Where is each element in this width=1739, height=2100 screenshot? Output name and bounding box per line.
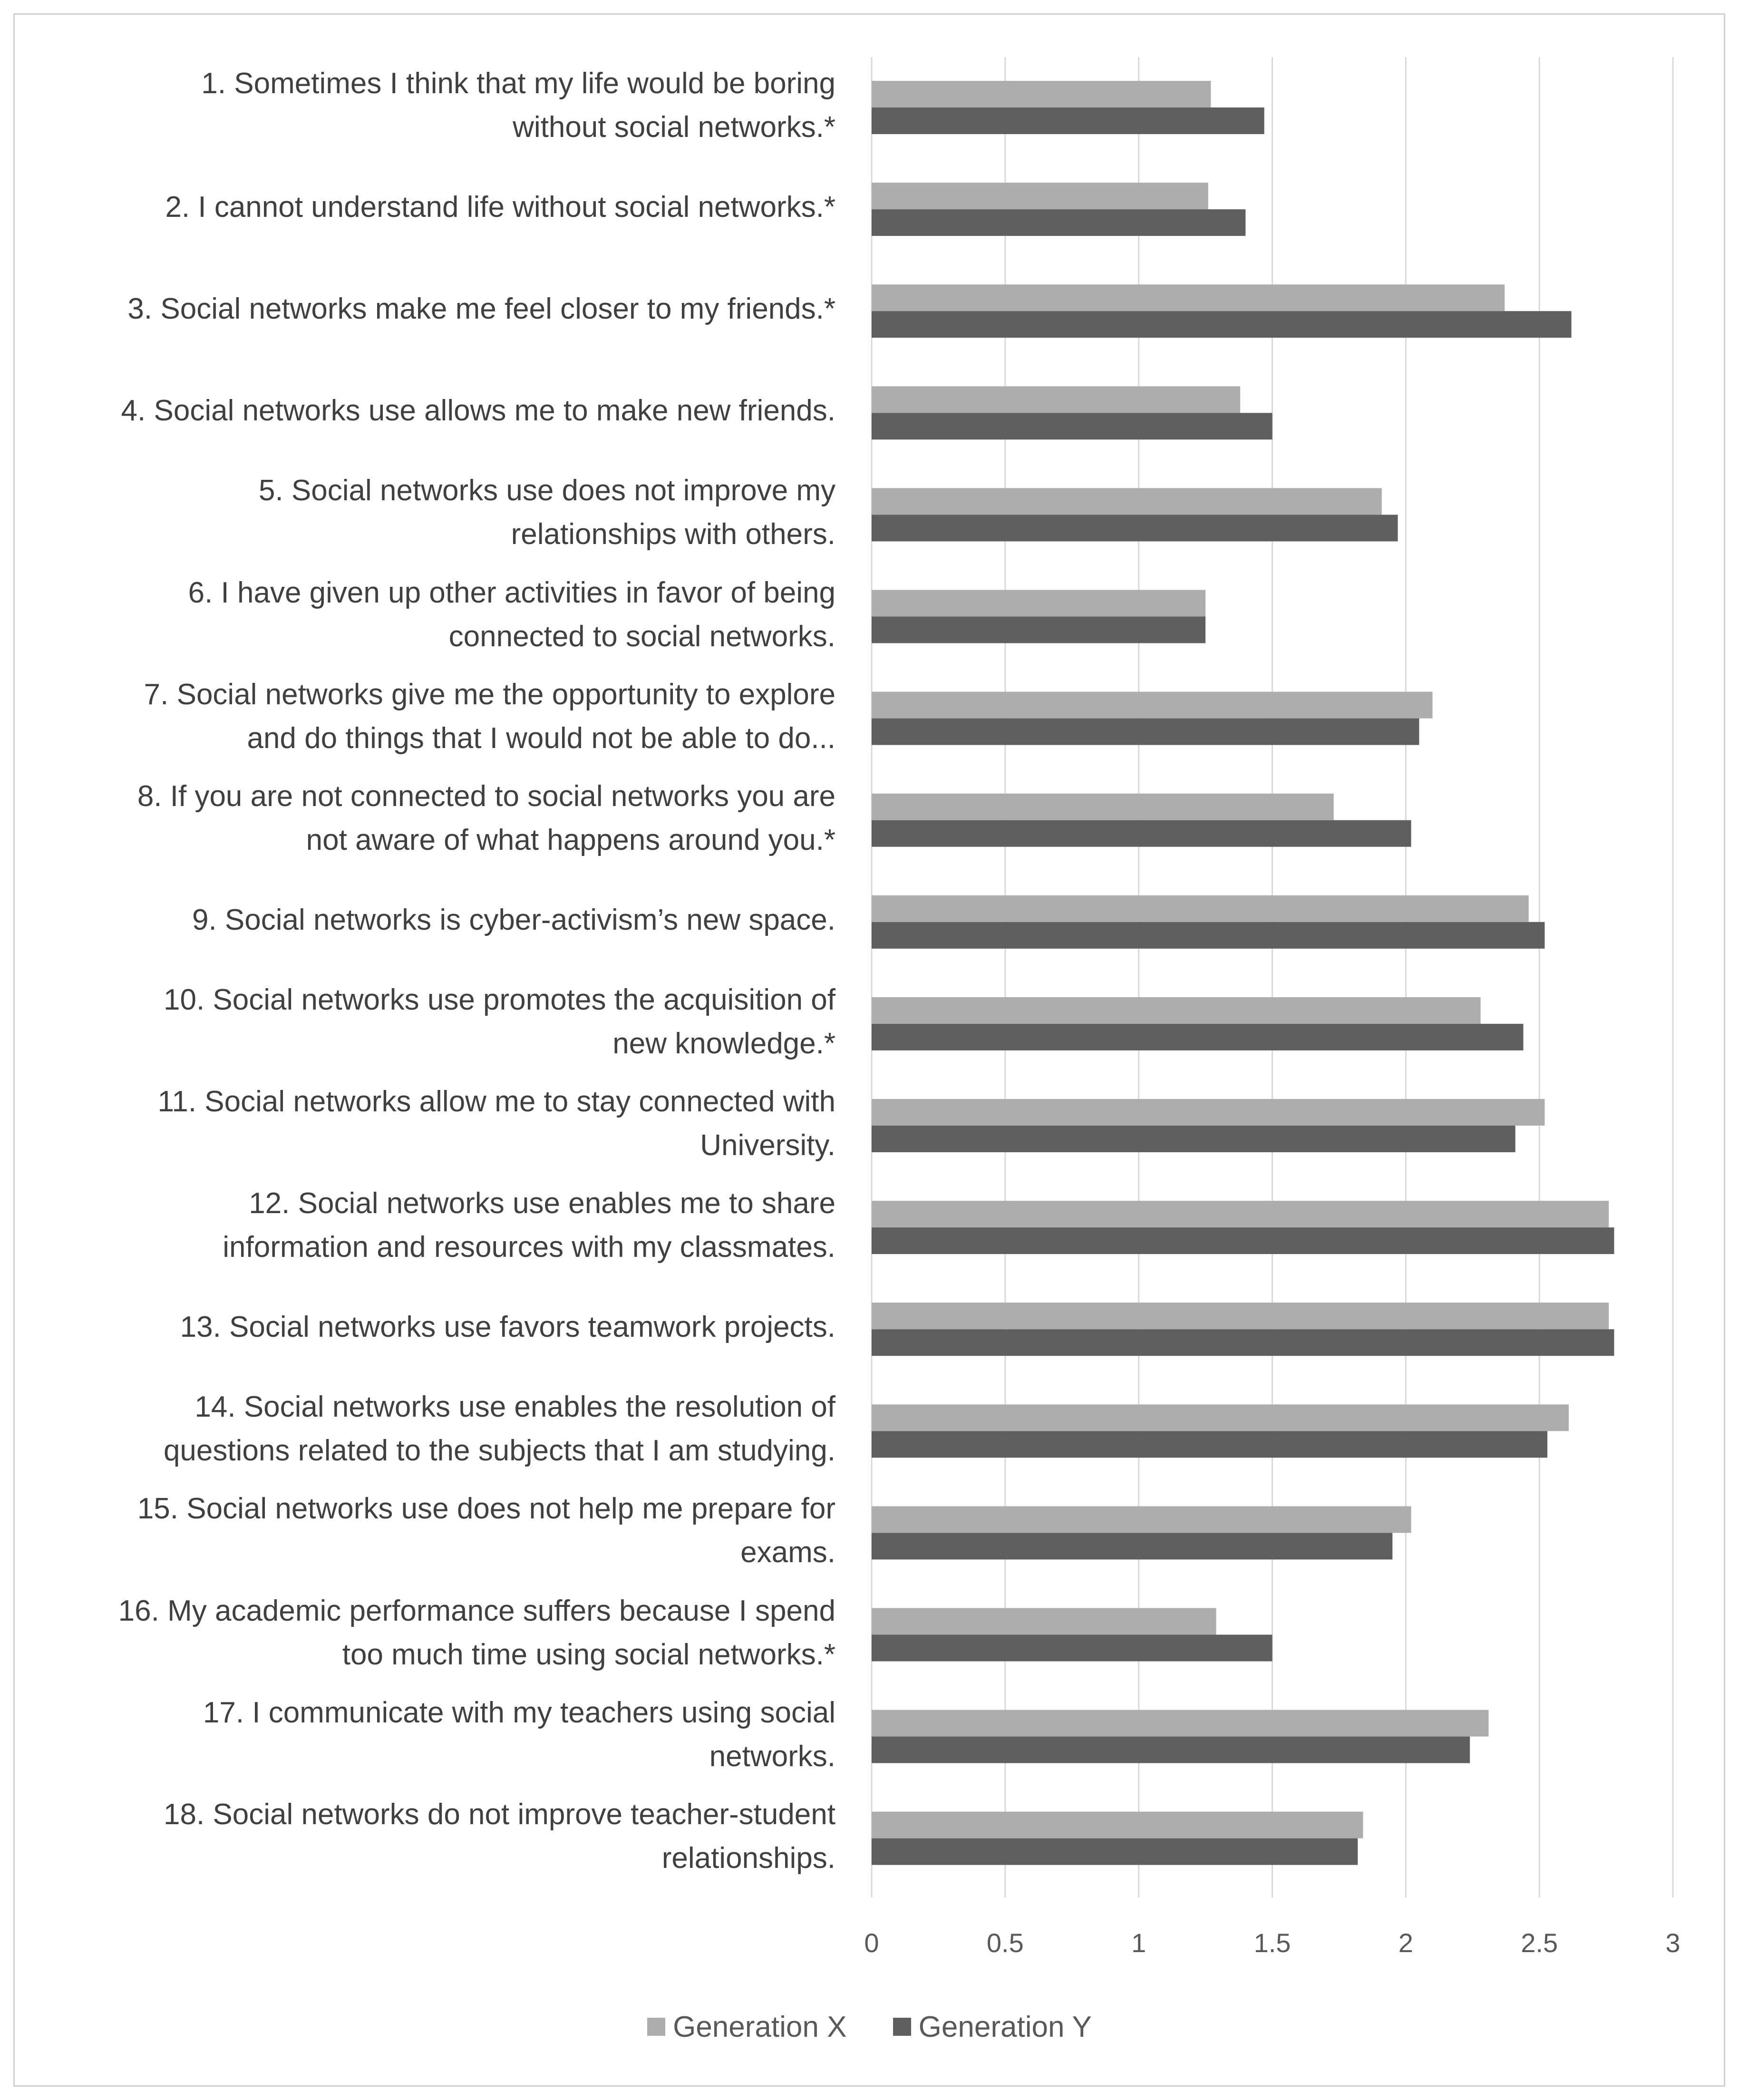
bar-generation-y-item-12 (872, 1227, 1614, 1254)
legend-item-generation-x (647, 2010, 846, 2044)
x-tick-label: 3 (1665, 1928, 1681, 1958)
legend-swatch-generation-x (647, 2018, 665, 2036)
category-label-line: new knowledge.* (612, 1027, 835, 1060)
bar-generation-y-item-9 (872, 922, 1545, 949)
category-label-line: 3. Social networks make me feel closer to my friends.* (127, 292, 835, 326)
category-label-line: without social networks.* (513, 111, 835, 144)
category-label-6 (0, 571, 835, 659)
x-tick-label: 2.5 (1521, 1928, 1558, 1958)
category-label-line: information and resources with my classmates. (223, 1231, 835, 1264)
bar-generation-x-item-8 (872, 794, 1334, 820)
bar-generation-y-item-4 (872, 413, 1273, 439)
bar-generation-x-item-4 (872, 386, 1240, 413)
bar-generation-x-item-7 (872, 692, 1433, 719)
category-label-17 (0, 1691, 835, 1779)
bar-generation-y-item-5 (872, 515, 1398, 541)
category-label-12 (0, 1182, 835, 1269)
category-label-line: 12. Social networks use enables me to share (249, 1187, 835, 1220)
bar-generation-x-item-1 (872, 81, 1211, 107)
x-tick-label: 0.5 (986, 1928, 1024, 1958)
category-label-8 (0, 775, 835, 862)
bar-generation-x-item-5 (872, 488, 1382, 515)
category-label-4 (0, 389, 835, 433)
bar-generation-x-item-12 (872, 1201, 1609, 1227)
category-label-2 (0, 185, 835, 229)
category-label-line: 4. Social networks use allows me to make new friends. (121, 394, 835, 428)
category-label-5 (0, 469, 835, 556)
bar-generation-y-item-3 (872, 311, 1572, 338)
category-label-1 (0, 62, 835, 149)
category-label-line: 2. I cannot understand life without social networks.* (165, 191, 835, 224)
category-label-line: 18. Social networks do not improve teacher-student (164, 1798, 835, 1831)
bar-generation-y-item-18 (872, 1838, 1358, 1865)
category-label-line: University. (700, 1129, 835, 1162)
category-label-line: 5. Social networks use does not improve my (259, 474, 835, 507)
bar-generation-y-item-17 (872, 1737, 1470, 1763)
category-label-line: 11. Social networks allow me to stay connected with (157, 1085, 835, 1118)
category-label-line: connected to social networks. (448, 620, 835, 653)
bar-generation-y-item-15 (872, 1533, 1392, 1559)
bar-generation-y-item-10 (872, 1024, 1523, 1050)
bar-generation-x-item-16 (872, 1608, 1216, 1635)
category-label-15 (0, 1487, 835, 1575)
bar-generation-x-item-6 (872, 590, 1205, 617)
category-label-3 (0, 287, 835, 331)
bar-generation-x-item-3 (872, 284, 1505, 311)
category-label-line: questions related to the subjects that I am studying. (163, 1434, 835, 1468)
category-label-line: and do things that I would not be able to do... (247, 721, 835, 755)
category-label-line: 14. Social networks use enables the resolution of (194, 1390, 835, 1424)
bar-generation-y-item-14 (872, 1431, 1547, 1458)
category-label-16 (0, 1589, 835, 1677)
category-label-14 (0, 1385, 835, 1473)
legend-label-generation-y: Generation Y (918, 2010, 1092, 2043)
bar-generation-y-item-11 (872, 1126, 1516, 1152)
bar-generation-y-item-13 (872, 1329, 1614, 1356)
bar-generation-x-item-15 (872, 1506, 1411, 1533)
category-label-line: 13. Social networks use favors teamwork projects. (180, 1311, 835, 1344)
x-tick-label: 2 (1398, 1928, 1413, 1958)
category-label-10 (0, 978, 835, 1066)
x-tick-labels (864, 1928, 1680, 1958)
bar-generation-x-item-13 (872, 1303, 1609, 1329)
x-tick-label: 1 (1131, 1928, 1146, 1958)
category-label-line: relationships. (661, 1841, 835, 1875)
bar-generation-y-item-1 (872, 107, 1264, 134)
legend-item-generation-y (893, 2010, 1092, 2044)
category-label-line: 7. Social networks give me the opportunity to explore (144, 678, 835, 711)
legend (0, 2009, 1739, 2044)
category-label-line: not aware of what happens around you.* (306, 823, 835, 856)
category-label-line: 15. Social networks use does not help me prepare for (137, 1492, 835, 1526)
category-label-line: too much time using social networks.* (342, 1638, 835, 1671)
x-tick-label: 1.5 (1253, 1928, 1291, 1958)
bar-generation-x-item-2 (872, 183, 1208, 209)
category-label-line: 9. Social networks is cyber-activism’s new space. (192, 903, 835, 936)
legend-label-generation-x: Generation X (673, 2010, 847, 2043)
category-label-9 (0, 898, 835, 942)
category-label-line: 6. I have given up other activities in favor of being (188, 576, 835, 609)
legend-swatch-generation-y (893, 2018, 911, 2036)
bar-generation-y-item-7 (872, 719, 1419, 745)
x-tick-label: 0 (864, 1928, 879, 1958)
category-label-7 (0, 673, 835, 760)
bar-generation-y-item-2 (872, 209, 1245, 236)
bar-generation-x-item-10 (872, 997, 1481, 1024)
category-label-line: exams. (740, 1536, 835, 1569)
bar-generation-x-item-9 (872, 895, 1529, 922)
category-label-line: 8. If you are not connected to social networks you are (137, 779, 835, 813)
category-label-11 (0, 1080, 835, 1167)
bars (872, 81, 1614, 1865)
category-label-line: 17. I communicate with my teachers using social (203, 1696, 835, 1729)
bar-generation-x-item-18 (872, 1812, 1363, 1838)
category-label-line: 16. My academic performance suffers because I spend (118, 1594, 835, 1627)
category-label-line: relationships with others. (511, 518, 835, 551)
bar-generation-y-item-16 (872, 1635, 1273, 1662)
category-label-line: 10. Social networks use promotes the acquisition of (164, 983, 835, 1016)
category-label-18 (0, 1793, 835, 1880)
bar-generation-y-item-8 (872, 820, 1411, 847)
bar-generation-x-item-17 (872, 1710, 1488, 1737)
category-label-line: 1. Sometimes I think that my life would be boring (201, 67, 835, 100)
category-label-13 (0, 1305, 835, 1349)
bar-generation-x-item-11 (872, 1099, 1545, 1126)
category-label-line: networks. (709, 1740, 835, 1773)
bar-generation-y-item-6 (872, 617, 1205, 643)
bar-generation-x-item-14 (872, 1404, 1569, 1431)
